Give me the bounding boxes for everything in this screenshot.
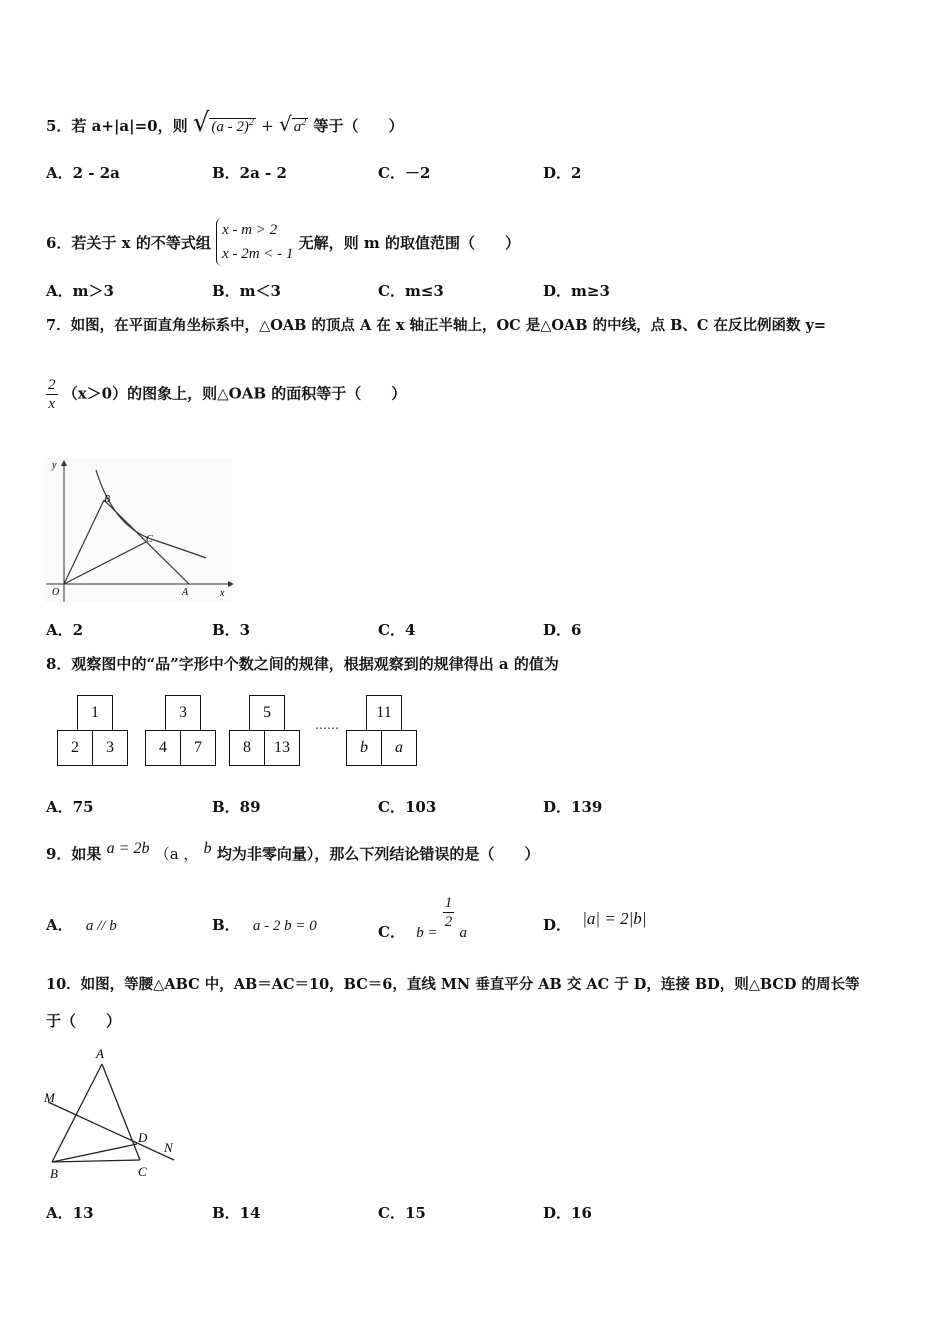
q7-frac-num: 2 (48, 377, 56, 393)
q10-label-c: C (138, 1164, 147, 1179)
q10-side-ac (102, 1064, 140, 1160)
q7-option-b[interactable]: B．3 (212, 621, 251, 639)
q9-opt-c-post: a (459, 924, 468, 941)
q10-side-bc (52, 1160, 140, 1162)
q5-plus: + (261, 117, 274, 135)
q10-option-d[interactable]: D．16 (543, 1204, 592, 1222)
q10-label-a: A (96, 1046, 104, 1061)
q8-ellipsis: …… (315, 718, 339, 732)
q10-label-b: B (50, 1166, 58, 1181)
q9-stem (46, 840, 540, 864)
q7-option-d[interactable]: D．6 (543, 621, 582, 639)
q8-box-left: 4 (145, 730, 181, 766)
q6-option-d[interactable]: D．m≥3 (543, 282, 610, 300)
q7-label-y: y (52, 460, 57, 471)
q9-paren-b: b (203, 840, 212, 857)
q6-option-a[interactable]: A．m＞3 (46, 282, 114, 300)
q9-opt-c-num: 1 (444, 895, 453, 911)
q9-opt-b-expr: a - 2 b = 0 (252, 918, 317, 934)
q5-sup1: 2 (248, 117, 254, 128)
q10-side-ab (52, 1064, 102, 1162)
q5-option-c[interactable]: C．－2 (378, 164, 431, 182)
q8-box-right: 3 (92, 730, 128, 766)
q8-option-d[interactable]: D．139 (543, 798, 603, 816)
q9-opt-c-pre: b = (416, 924, 438, 941)
q5-option-b[interactable]: B．2a - 2 (212, 164, 287, 182)
q8-box-left: b (346, 730, 382, 766)
q6-option-b[interactable]: B．m＜3 (212, 282, 281, 300)
q10-option-a[interactable]: A．13 (46, 1204, 94, 1222)
q6-stem-suffix: 无解，则 m 的取值范围（ ） (298, 234, 520, 252)
q9-stem-suffix: 均为非零向量），那么下列结论错误的是（ ） (216, 845, 540, 863)
q8-box-top: 1 (77, 695, 113, 731)
q5-stem (46, 108, 404, 142)
q5-sqrt1: (a - 2) (211, 119, 249, 135)
q10-option-b[interactable]: B．14 (212, 1204, 261, 1222)
q9-opt-c-fraction (443, 894, 455, 931)
q9-opt-b-label: B． (212, 916, 240, 934)
q6-ineq1: x - m > 2 (222, 222, 278, 238)
q5-sqrt-expression: √ (a - 2)$^2$ + √ $a^2$ (192, 108, 307, 138)
q5-stem-prefix: 5．若 a+|a|=0，则 (46, 117, 188, 135)
q7-stem-line2-text: （x＞0）的图象上，则△OAB 的面积等于（ ） (62, 384, 407, 403)
q6-option-c[interactable]: C．m≤3 (378, 282, 444, 300)
q10-figure (42, 1044, 182, 1184)
q8-box-right: 13 (264, 730, 300, 766)
q9-option-c[interactable] (378, 890, 468, 941)
q10-label-m: M (44, 1090, 55, 1105)
q7-label-c: C (146, 534, 153, 545)
q7-label-b: B (104, 494, 111, 505)
q9-condition: a = 2b (106, 840, 150, 857)
q5-option-d[interactable]: D．2 (543, 164, 582, 182)
q9-option-d[interactable] (543, 909, 647, 935)
q9-option-a[interactable] (46, 914, 117, 935)
q10-label-d: D (138, 1130, 148, 1145)
q8-box-left: 8 (229, 730, 265, 766)
q5-sup2: 2 (301, 117, 307, 128)
q7-fraction (46, 376, 58, 413)
q9-stem-prefix: 9．如果 (46, 845, 102, 863)
q8-option-a[interactable]: A．75 (46, 798, 94, 816)
q7-figure (44, 458, 234, 604)
q8-box-right: a (381, 730, 417, 766)
q8-box-top: 3 (165, 695, 201, 731)
q9-option-b[interactable] (212, 914, 317, 935)
q10-stem-line1: 10．如图，等腰△ABC 中，AB＝AC＝10，BC＝6，直线 MN 垂直平分 AB 交 AC 于 D，连接 BD，则△BCD 的周长等 (46, 976, 860, 993)
q10-label-n: N (164, 1140, 173, 1155)
q9-paren-a: （a ， (154, 845, 199, 863)
q8-box-right: 7 (180, 730, 216, 766)
q9-opt-d-label: D． (543, 916, 572, 934)
q8-box-left: 2 (57, 730, 93, 766)
q5-sqrt2: a (293, 119, 302, 135)
q7-label-x: x (220, 588, 225, 599)
q7-label-o: O (52, 587, 60, 598)
q7-stem-line2 (46, 376, 406, 413)
q7-stem-line1: 7．如图，在平面直角坐标系中，△OAB 的顶点 A 在 x 轴正半轴上，OC 是△OAB 的中线，点 B、C 在反比例函数 y= (46, 317, 827, 334)
q10-segment-bd (52, 1144, 137, 1162)
q8-option-b[interactable]: B．89 (212, 798, 261, 816)
q9-opt-a-label: A． (46, 916, 73, 934)
q9-opt-c-den: 2 (444, 914, 453, 930)
q8-box-top: 11 (366, 695, 402, 731)
q9-opt-a-expr: a // b (85, 918, 117, 934)
q6-stem-prefix: 6．若关于 x 的不等式组 (46, 234, 211, 252)
q8-box-top: 5 (249, 695, 285, 731)
q6-ineq2: x - 2m < - 1 (222, 246, 294, 262)
q5-stem-suffix: 等于（ ） (313, 117, 404, 135)
q10-stem-line2: 于（ ） (46, 1012, 122, 1030)
q7-option-c[interactable]: C．4 (378, 621, 416, 639)
q7-label-a: A (182, 587, 189, 598)
q8-option-c[interactable]: C．103 (378, 798, 437, 816)
q7-option-a[interactable]: A．2 (46, 621, 84, 639)
q9-opt-d-expr: |a| = 2|b| (582, 909, 647, 928)
q10-line-mn (48, 1102, 174, 1160)
q8-stem: 8．观察图中的“品”字形中个数之间的规律，根据观察到的规律得出 a 的值为 (46, 655, 559, 673)
q10-option-c[interactable]: C．15 (378, 1204, 426, 1222)
q6-stem (46, 220, 520, 268)
q7-frac-den: x (48, 396, 56, 412)
q5-option-a[interactable]: A．2 - 2a (46, 164, 120, 182)
q6-system (216, 218, 293, 266)
q9-opt-c-label: C． (378, 922, 405, 941)
